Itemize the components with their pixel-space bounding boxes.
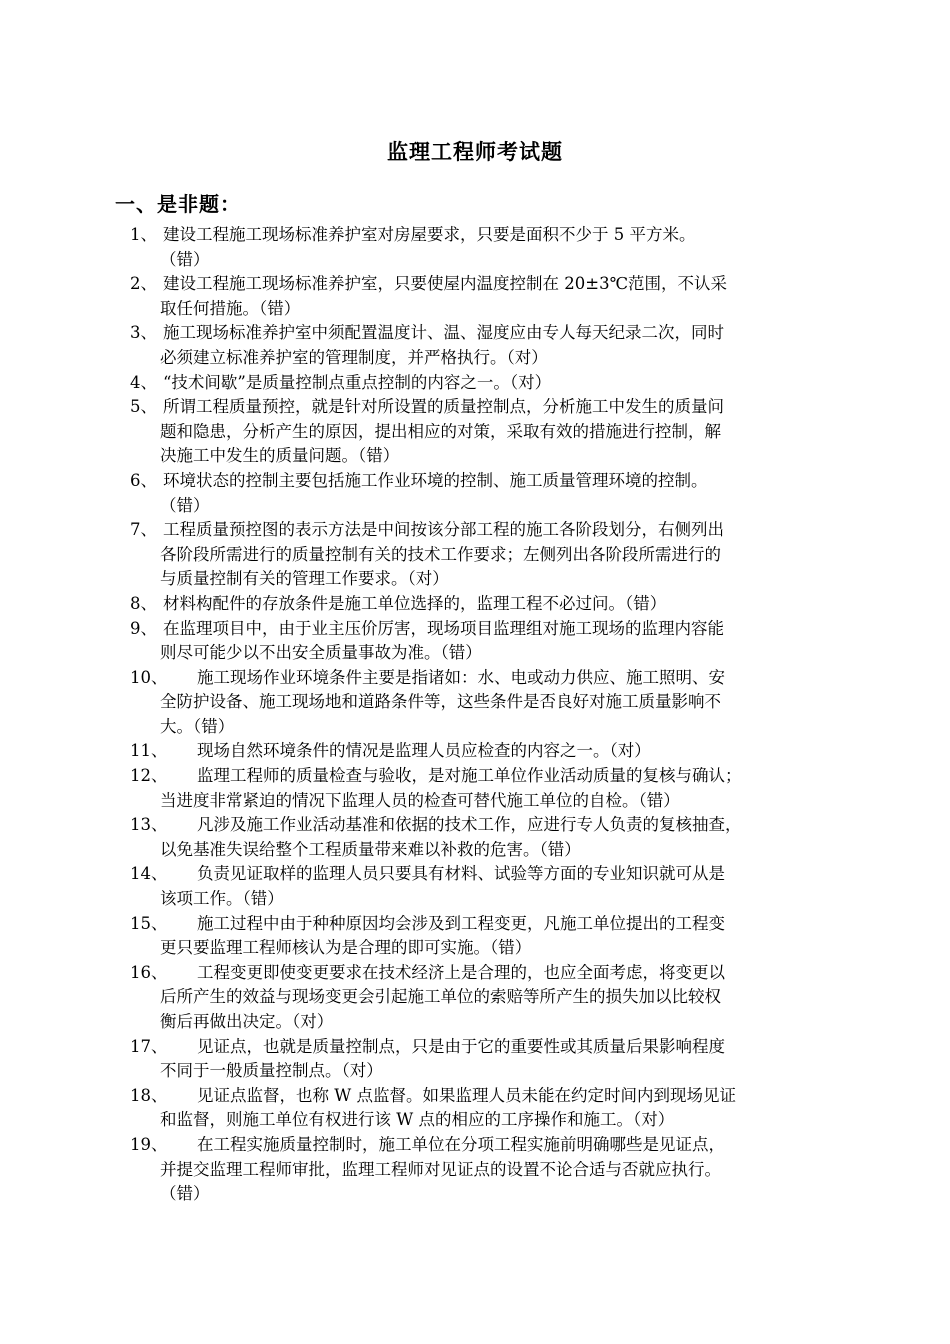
question-item — [0, 617, 950, 666]
question-item — [0, 518, 950, 592]
question-number: 18、 — [130, 1085, 168, 1105]
question-text-line: 负责见证取样的监理人员只要具有材料、试验等方面的专业知识就可从是 — [197, 864, 725, 884]
question-text-line: 更只要监理工程师核认为是合理的即可实施。（错） — [160, 938, 532, 958]
question-text-line: 后所产生的效益与现场变更会引起施工单位的索赔等所产生的损失加以比较权 — [160, 987, 721, 1007]
question-text-line: 环境状态的控制主要包括施工作业环境的控制、施工质量管理环境的控制。 — [163, 470, 708, 490]
question-text-line: 监理工程师的质量检查与验收，是对施工单位作业活动质量的复核与确认； — [197, 766, 742, 786]
question-number: 12、 — [130, 766, 168, 786]
question-text-line: 凡涉及施工作业活动基准和依据的技术工作，应进行专人负责的复核抽查， — [197, 815, 742, 835]
question-text-line: 与质量控制有关的管理工作要求。（对） — [160, 569, 449, 589]
question-item — [0, 272, 950, 321]
question-text-line: 所谓工程质量预控，就是针对所设置的质量控制点，分析施工中发生的质量问 — [163, 397, 724, 417]
question-item — [0, 862, 950, 911]
question-number: 16、 — [130, 962, 168, 982]
question-text-line: 必须建立标准养护室的管理制度，并严格执行。（对） — [160, 347, 548, 367]
question-item — [0, 1133, 950, 1207]
question-number: 2、 — [130, 274, 157, 294]
question-text-line: 当进度非常紧迫的情况下监理人员的检查可替代施工单位的自检。（错） — [160, 790, 680, 810]
question-text-line: 不同于一般质量控制点。（对） — [160, 1061, 383, 1081]
question-text-line: 建设工程施工现场标准养护室对房屋要求，只要是面积不少于 5 平方米。 — [163, 225, 696, 244]
question-number: 7、 — [130, 520, 157, 540]
question-text-line: 和监督，则施工单位有权进行该 W 点的相应的工序操作和施工。（对） — [160, 1110, 675, 1130]
question-number: 17、 — [130, 1036, 168, 1056]
question-number: 19、 — [130, 1134, 168, 1154]
question-item — [0, 764, 950, 813]
question-text-line: 工程变更即使变更要求在技术经济上是合理的，也应全面考虑，将变更以 — [197, 962, 725, 982]
question-number: 3、 — [130, 323, 157, 343]
question-text-line: 则尽可能少以不出安全质量事故为准。（错） — [160, 643, 482, 663]
question-item — [0, 813, 950, 862]
question-text-line: （错） — [160, 1184, 210, 1204]
question-number: 9、 — [130, 618, 157, 638]
question-number: 15、 — [130, 913, 168, 933]
question-number: 6、 — [130, 470, 157, 490]
question-text-line: 见证点监督，也称 W 点监督。如果监理人员未能在约定时间内到现场见证 — [197, 1085, 736, 1105]
question-text-line: 在工程实施质量控制时，施工单位在分项工程实施前明确哪些是见证点， — [197, 1134, 725, 1154]
question-text-line: 工程质量预控图的表示方法是中间按该分部工程的施工各阶段划分，右侧列出 — [163, 520, 724, 540]
question-text-line: （错） — [160, 249, 210, 269]
question-text-line: 大。（错） — [160, 716, 235, 736]
question-text-line: 建设工程施工现场标准养护室，只要使屋内温度控制在 20±3℃范围，不认采 — [163, 274, 728, 294]
question-text-line: 该项工作。（错） — [160, 889, 284, 909]
question-text-line: 现场自然环境条件的情况是监理人员应检查的内容之一。（对） — [197, 741, 651, 761]
question-number: 4、 — [130, 372, 157, 392]
question-number: 14、 — [130, 864, 168, 884]
question-item — [0, 395, 950, 469]
question-number: 5、 — [130, 397, 157, 417]
question-text-line: 各阶段所需进行的质量控制有关的技术工作要求；左侧列出各阶段所需进行的 — [160, 544, 721, 564]
question-text-line: 见证点，也就是质量控制点，只是由于它的重要性或其质量后果影响程度 — [197, 1036, 725, 1056]
question-text-line: 施工现场作业环境条件主要是指诸如：水、电或动力供应、施工照明、安 — [197, 667, 725, 687]
question-item — [0, 912, 950, 961]
question-text-line: 施工现场标准养护室中须配置温度计、温、湿度应由专人每天纪录二次，同时 — [163, 323, 724, 343]
question-text-line: 取任何措施。（错） — [160, 298, 301, 318]
question-number: 8、 — [130, 593, 157, 613]
question-item — [0, 592, 950, 617]
question-text-line: 题和隐患，分析产生的原因，提出相应的对策，采取有效的措施进行控制，解 — [160, 421, 721, 441]
question-item — [0, 469, 950, 518]
question-list — [0, 223, 950, 1207]
question-text-line: 以免基准失误给整个工程质量带来难以补救的危害。（错） — [160, 839, 581, 859]
question-text-line: （错） — [160, 495, 210, 515]
question-item — [0, 739, 950, 764]
question-text-line: 在监理项目中，由于业主压价厉害，现场项目监理组对施工现场的监理内容能 — [163, 618, 724, 638]
question-item — [0, 1035, 950, 1084]
question-number: 13、 — [130, 815, 168, 835]
document-title: 监理工程师考试题 — [387, 139, 563, 164]
question-text-line: 全防护设备、施工现场地和道路条件等，这些条件是否良好对施工质量影响不 — [160, 692, 721, 712]
question-item — [0, 321, 950, 370]
section-heading: 一、是非题： — [115, 192, 241, 216]
question-text-line: 并提交监理工程师审批，监理工程师对见证点的设置不论合适与否就应执行。 — [160, 1159, 721, 1179]
question-number: 1、 — [130, 225, 157, 244]
question-text-line: 决施工中发生的质量问题。（错） — [160, 446, 400, 466]
question-text-line: “技术间歇”是质量控制点重点控制的内容之一。（对） — [163, 372, 552, 392]
question-text-line: 材料构配件的存放条件是施工单位选择的，监理工程不必过问。（错） — [163, 593, 667, 613]
question-item — [0, 1084, 950, 1133]
question-item — [0, 223, 950, 272]
question-item — [0, 371, 950, 396]
question-number: 10、 — [130, 667, 168, 687]
question-text-line: 衡后再做出决定。（对） — [160, 1012, 334, 1031]
question-text-line: 施工过程中由于种种原因均会涉及到工程变更，凡施工单位提出的工程变 — [197, 913, 725, 933]
question-number: 11、 — [130, 741, 168, 761]
question-item — [0, 666, 950, 740]
question-item — [0, 961, 950, 1035]
